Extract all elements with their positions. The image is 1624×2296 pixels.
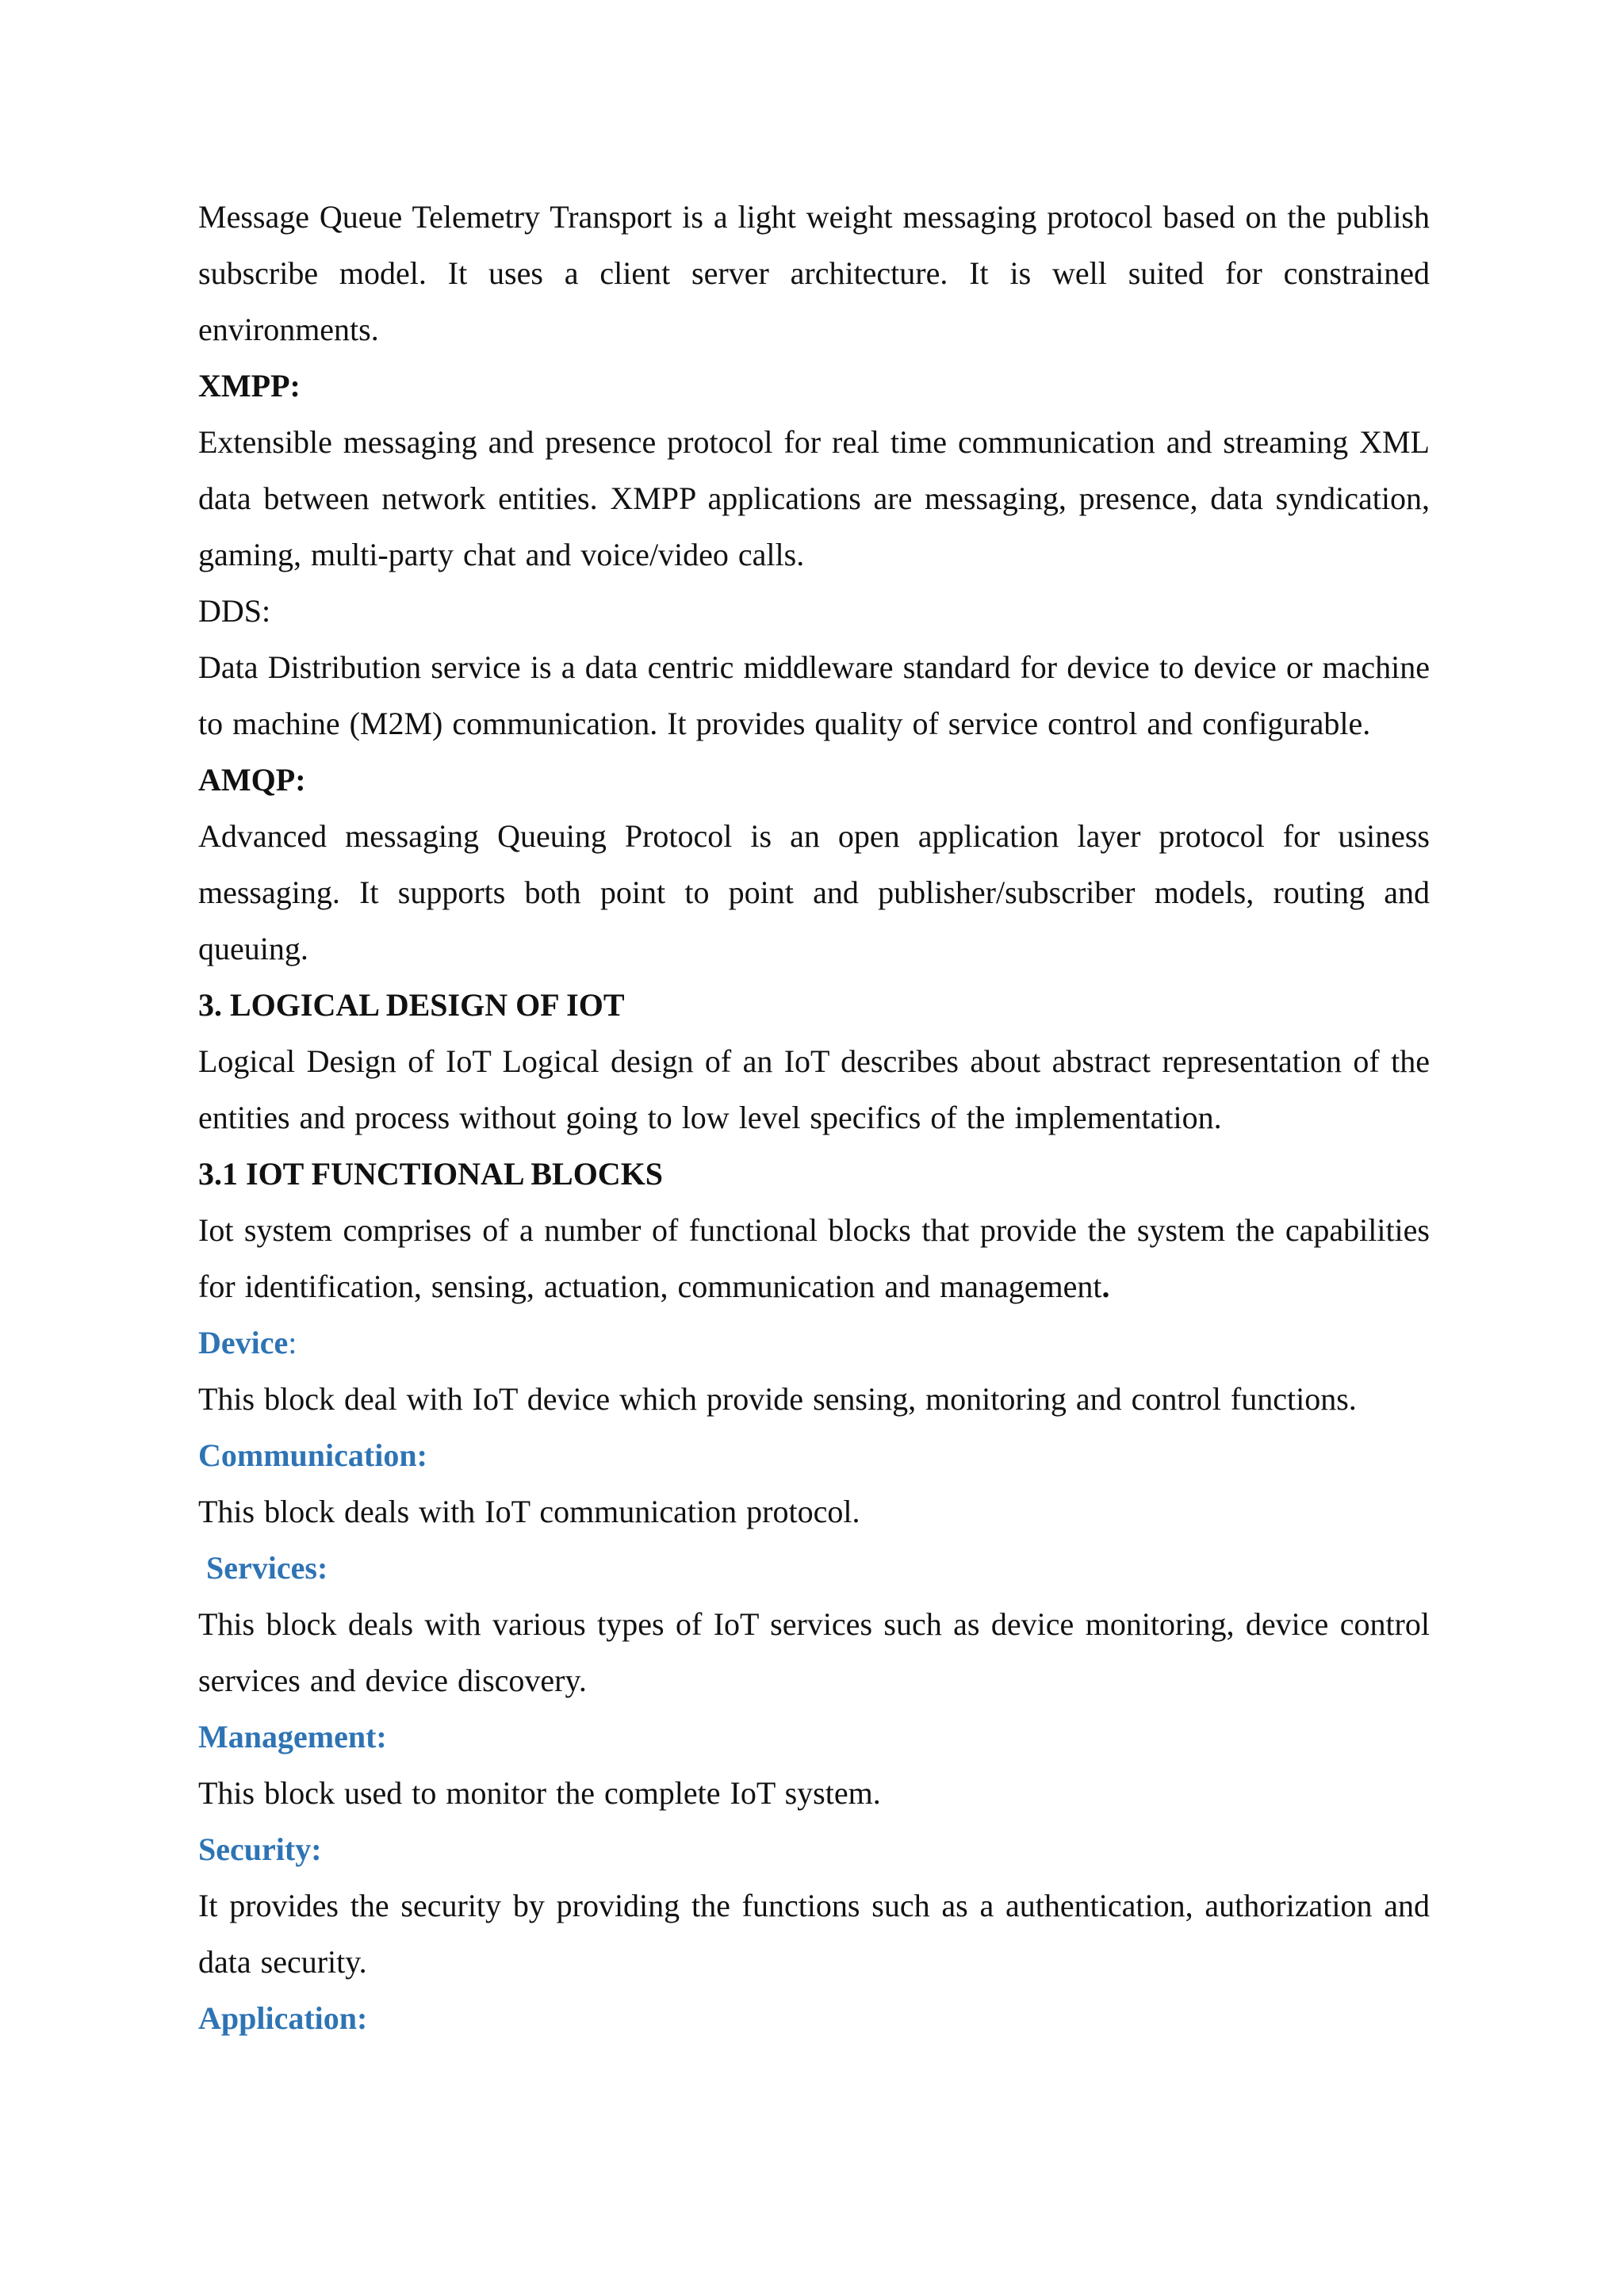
section-3-1-period: . [1101, 1269, 1110, 1304]
section-3-description: Logical Design of IoT Logical design of an IoT describes about abstract representation of the entities and process without going to low level specifics of the implementation. [198, 1043, 1430, 1135]
device-description: This block deal with IoT device which provide sensing, monitoring and control functions. [198, 1381, 1357, 1417]
communication-heading: Communication: [198, 1437, 427, 1473]
services-heading: Services: [206, 1550, 328, 1586]
xmpp-description: Extensible messaging and presence protocol for real time communication and streaming XML data between network entities. XMPP applications are messaging, presence, data syndication, gaming, multi-party chat and voice/video calls. [198, 424, 1430, 572]
dds-heading: DDS: [198, 593, 271, 629]
document-body [198, 189, 1430, 2046]
xmpp-heading: XMPP: [198, 368, 301, 404]
device-heading-colon: : [288, 1325, 297, 1360]
amqp-heading: AMQP: [198, 762, 306, 798]
application-heading: Application: [198, 2000, 368, 2036]
services-description: This block deals with various types of IoT services such as device monitoring, device control services and device discovery. [198, 1606, 1430, 1698]
section-3-heading: 3. LOGICAL DESIGN OF IOT [198, 987, 625, 1023]
device-heading-text: Device [198, 1325, 289, 1360]
security-description: It provides the security by providing the functions such as a authentication, authorization and data security. [198, 1888, 1430, 1980]
section-3-1-text: Iot system comprises of a number of functional blocks that provide the system the capabilities for identification, sensing, actuation, communication and management [198, 1212, 1430, 1304]
security-heading: Security: [198, 1831, 322, 1867]
section-3-1-description [198, 1202, 1430, 1314]
management-heading: Management: [198, 1719, 387, 1755]
management-description: This block used to monitor the complete IoT system. [198, 1775, 881, 1811]
dds-description: Data Distribution service is a data centric middleware standard for device to device or machine to machine (M2M) communication. It provides quality of service control and configurable. [198, 649, 1430, 741]
mqtt-description: Message Queue Telemetry Transport is a light weight messaging protocol based on the publish subscribe model. It uses a client server architecture. It is well suited for constrained environments. [198, 199, 1430, 347]
communication-description: This block deals with IoT communication protocol. [198, 1494, 860, 1529]
section-3-1-heading: 3.1 IOT FUNCTIONAL BLOCKS [198, 1156, 664, 1192]
device-heading [198, 1314, 1430, 1371]
amqp-description: Advanced messaging Queuing Protocol is an open application layer protocol for usiness messaging. It supports both point to point and publisher/subscriber models, routing and queuing. [198, 818, 1430, 966]
